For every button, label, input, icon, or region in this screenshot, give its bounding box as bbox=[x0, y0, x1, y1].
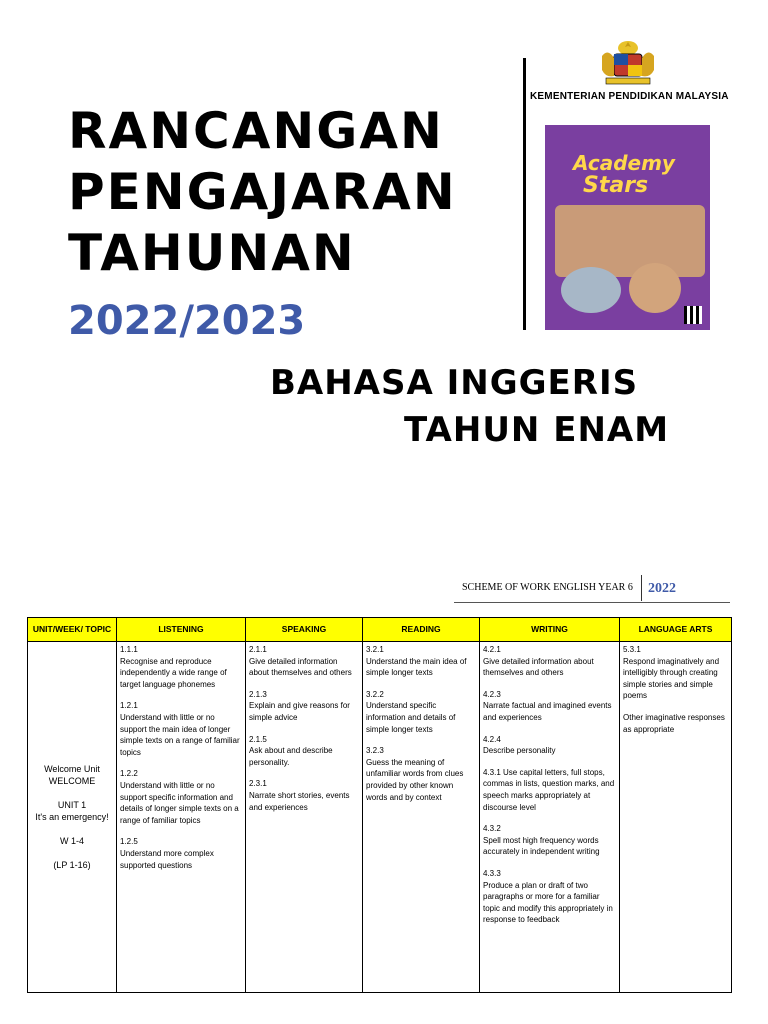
header-speaking: SPEAKING bbox=[246, 618, 363, 642]
title-line-1: RANCANGAN bbox=[68, 102, 444, 160]
book-title-line-1: Academy bbox=[573, 151, 675, 175]
table-header-row bbox=[28, 618, 732, 642]
standard-text: Understand more complex supported questions bbox=[120, 848, 214, 870]
standard-text: Describe personality bbox=[483, 746, 556, 756]
standard-code: 5.3.1 bbox=[623, 645, 641, 654]
standard-text: Recognise and reproduce independently a wide range of target language phonemes bbox=[120, 656, 227, 689]
standard-code: 1.2.5 bbox=[120, 837, 138, 847]
standard-text: Understand the main idea of simple longer texts bbox=[366, 656, 467, 678]
title-line-3: TAHUNAN bbox=[68, 224, 356, 282]
writing-cell bbox=[480, 642, 620, 993]
scheme-table bbox=[27, 617, 732, 993]
standard-text: Understand with little or no support the main idea of longer simple texts on a range of familiar topics bbox=[120, 712, 240, 757]
unit-cell bbox=[28, 642, 117, 993]
divider-line bbox=[523, 58, 526, 330]
standard-code: 3.2.2 bbox=[366, 689, 384, 699]
standard-text: Narrate factual and imagined events and experiences bbox=[483, 701, 612, 722]
unit-line: W 1-4 bbox=[59, 836, 84, 847]
standard-text: Guess the meaning of unfamiliar words from clues provided by other known words and by context bbox=[366, 757, 464, 802]
language-arts-cell bbox=[620, 642, 732, 993]
standard-code: 4.2.3 bbox=[483, 689, 501, 699]
scheme-year: 2022 bbox=[648, 581, 676, 596]
title-line-2: PENGAJARAN bbox=[68, 163, 457, 221]
header-reading: READING bbox=[363, 618, 480, 642]
cover-photo-boy bbox=[561, 267, 621, 313]
listening-cell bbox=[117, 642, 246, 993]
standard-text: Give detailed information about themselves and others bbox=[483, 656, 594, 678]
standard-code: 2.1.3 bbox=[249, 689, 267, 699]
scheme-underline bbox=[454, 602, 730, 603]
speaking-cell bbox=[246, 642, 363, 993]
unit-line: It's an emergency! bbox=[35, 812, 109, 822]
cover-photo-girl bbox=[629, 263, 681, 313]
standard-code: 1.2.2 bbox=[120, 769, 138, 779]
standard-text: Spell most high frequency words accurately in independent writing bbox=[483, 835, 600, 857]
malaysia-crest-icon bbox=[592, 38, 664, 88]
scheme-label: SCHEME OF WORK ENGLISH YEAR 6 bbox=[462, 582, 633, 593]
cover-photo-main bbox=[555, 205, 705, 277]
standard-code: 2.1.5 bbox=[249, 734, 267, 744]
standard-code: 1.1.1 bbox=[120, 645, 138, 654]
book-title-line-2: Stars bbox=[583, 173, 649, 198]
standard-text: Understand with little or no support specific information and details of longer simple texts on a range of familiar topics bbox=[120, 780, 239, 825]
standard-code: 3.2.1 bbox=[366, 645, 384, 654]
standard-text: Narrate short stories, events and experiences bbox=[249, 790, 350, 812]
standard-text: Respond imaginatively and intelligibly through creating simple stories and simple poems bbox=[623, 656, 720, 701]
standard-text: Explain and give reasons for simple advice bbox=[249, 701, 350, 722]
reading-cell bbox=[363, 642, 480, 993]
header-unit: UNIT/WEEK/ TOPIC bbox=[28, 618, 117, 642]
standard-code: 4.3.2 bbox=[483, 824, 501, 834]
header-language-arts: LANGUAGE ARTS bbox=[620, 618, 732, 642]
ministry-name: KEMENTERIAN PENDIDIKAN MALAYSIA bbox=[530, 91, 729, 102]
unit-line: (LP 1-16) bbox=[53, 860, 91, 871]
header-listening: LISTENING bbox=[117, 618, 246, 642]
standard-code: 1.2.1 bbox=[120, 701, 138, 711]
header-writing: WRITING bbox=[480, 618, 620, 642]
standard-code: 4.2.1 bbox=[483, 645, 501, 654]
standard-code: 4.2.4 bbox=[483, 734, 501, 744]
standard-text: Produce a plan or draft of two paragraphs or more for a familiar topic and modify this appropriately in response to feedback bbox=[483, 880, 613, 925]
standard-text: Other imaginative responses as appropriate bbox=[623, 712, 725, 734]
textbook-cover-image bbox=[545, 125, 710, 330]
standard-code: 2.1.1 bbox=[249, 645, 267, 654]
standard-code: 3.2.3 bbox=[366, 746, 384, 756]
scheme-divider bbox=[641, 575, 642, 601]
standard-text: Understand specific information and details of simple longer texts bbox=[366, 701, 456, 734]
standard-code: 2.3.1 bbox=[249, 779, 267, 789]
unit-line: WELCOME bbox=[48, 775, 96, 786]
unit-line: UNIT 1 bbox=[57, 799, 87, 810]
standard-text: Ask about and describe personality. bbox=[249, 746, 333, 767]
level-title: TAHUN ENAM bbox=[404, 410, 670, 450]
qr-code-icon bbox=[684, 306, 702, 324]
unit-line: Welcome Unit bbox=[44, 763, 100, 774]
standard-text: 4.3.1 Use capital letters, full stops, commas in lists, question marks, and speech marks appropriately at discourse level bbox=[483, 767, 615, 812]
academic-year: 2022/2023 bbox=[68, 298, 306, 344]
standard-text: Give detailed information about themselves and others bbox=[249, 656, 352, 678]
table-row bbox=[28, 642, 732, 993]
standard-code: 4.3.3 bbox=[483, 868, 501, 878]
subject-title: BAHASA INGGERIS bbox=[270, 363, 639, 403]
